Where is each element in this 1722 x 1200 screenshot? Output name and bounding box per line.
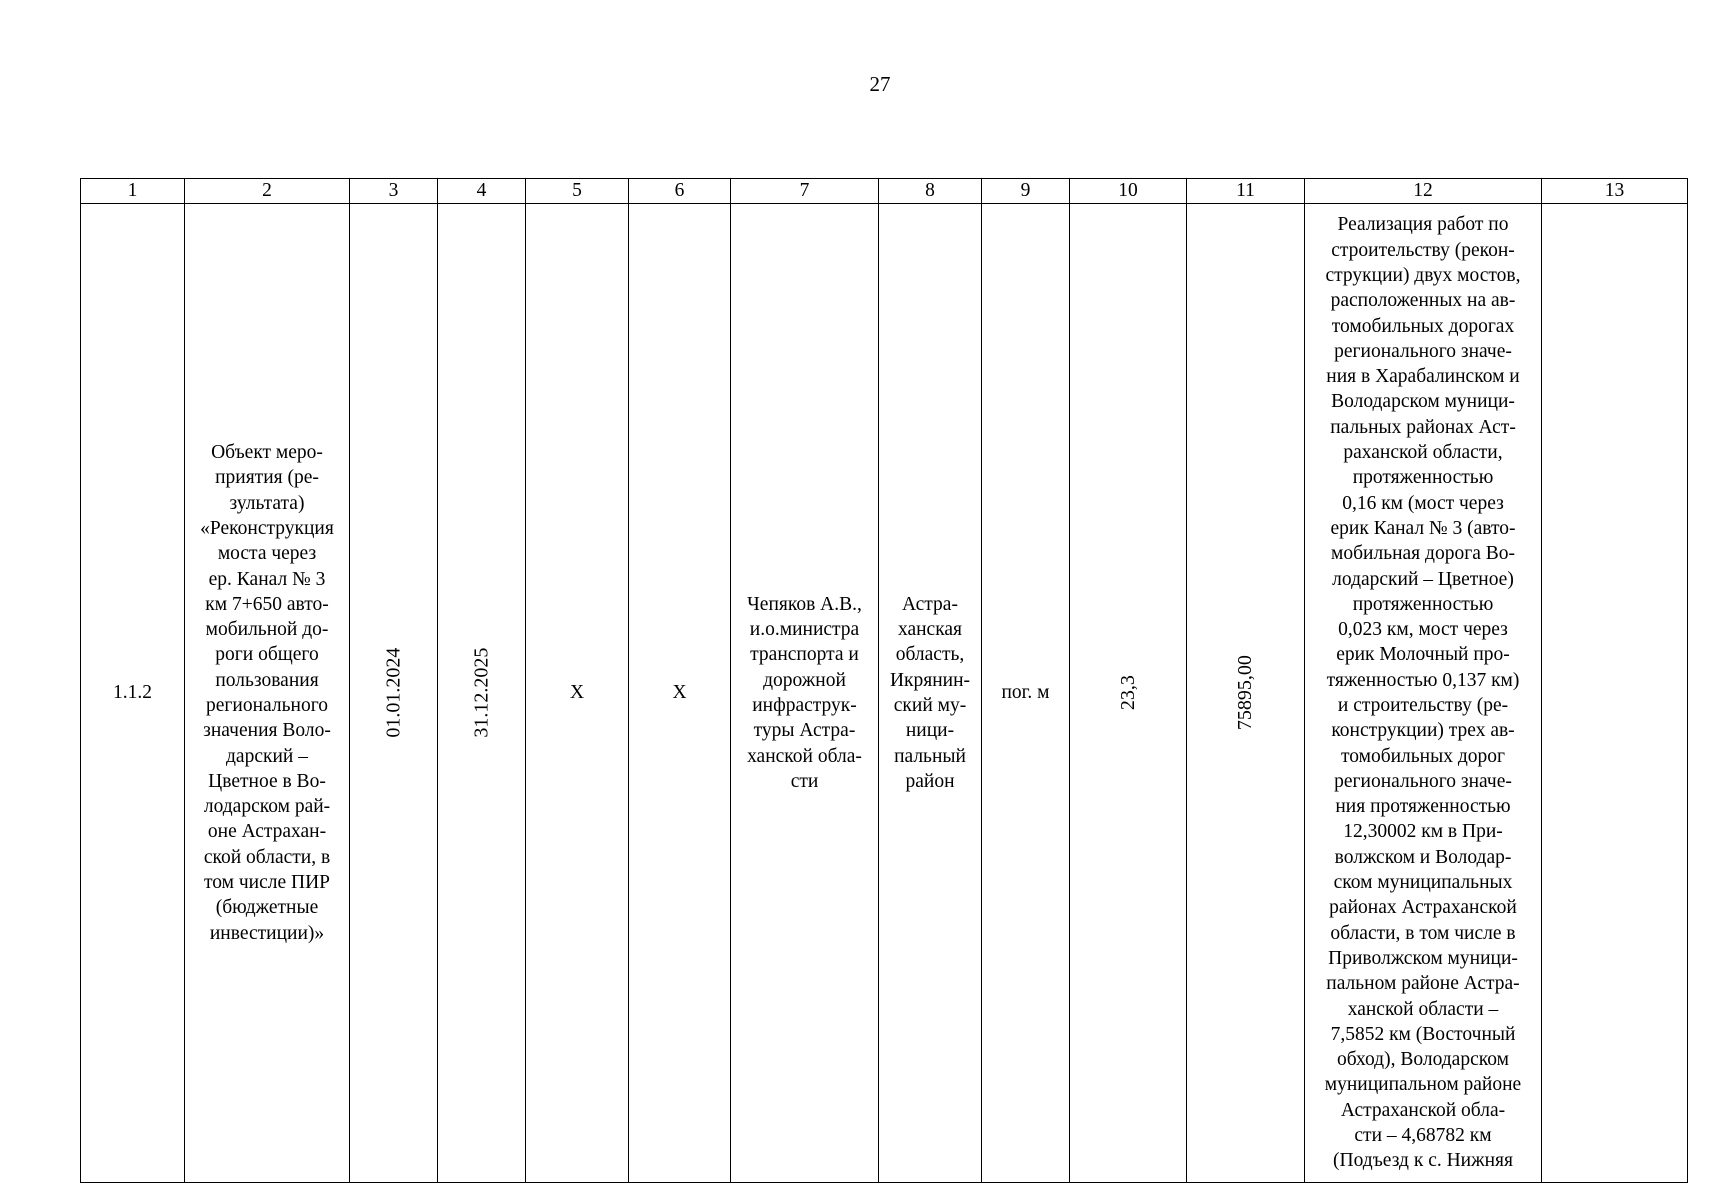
col6-cell: X [629, 204, 731, 1183]
header-cell: 2 [185, 179, 350, 204]
start-date-cell [350, 204, 438, 1183]
data-table [80, 178, 1688, 1183]
header-cell: 10 [1070, 179, 1187, 204]
header-cell: 11 [1187, 179, 1305, 204]
header-cell: 7 [731, 179, 879, 204]
end-date-cell [438, 204, 526, 1183]
header-cell: 1 [81, 179, 185, 204]
header-cell: 13 [1542, 179, 1688, 204]
end-date-text: 31.12.2025 [469, 647, 492, 738]
header-cell: 4 [438, 179, 526, 204]
amount-text: 75895,00 [1233, 655, 1256, 731]
table-row [81, 204, 1688, 1183]
header-row [81, 179, 1688, 204]
page-number: 27 [869, 72, 891, 96]
header-cell: 8 [879, 179, 982, 204]
start-date-text: 01.01.2024 [381, 647, 404, 738]
object-description-cell: Объект меро- приятия (ре- зультата) «Реконструкция моста через ер. Канал № 3 км 7+650 авто- мобильной до- роги общего пользования регионального значения Воло- дарский – Цветное в Во- лодарском рай- оне Астрахан- ской области, в том числе ПИР (бюджетные инвестиции)» [185, 204, 350, 1183]
result-description-cell: Реализация работ по строительству (рекон- струкции) двух мостов, расположенных на ав- томобильных дорогах регионального значе- ния в Харабалинском и Володарском муници- пальных районах Аст- раханской области, протяженностью 0,16 км (мост через ерик Канал № 3 (авто- мобильная дорога Во- лодарский – Цветное) протяженностью 0,023 км, мост через ерик Молочный про- тяженностью 0,137 км) и строительству (ре- конструкции) трех ав- томобильных дорог регионального значе- ния протяженностью 12,30002 км в При- волжском и Володар- ском муниципальных районах Астраханской области, в том числе в Приволжском муници- пальном районе Астра- ханской области – 7,5852 км (Восточный обход), Володарском муниципальном районе Астраханской обла- сти – 4,68782 км (Подъезд к с. Нижняя [1305, 204, 1542, 1183]
col13-cell [1542, 204, 1688, 1183]
value-cell [1070, 204, 1187, 1183]
value-text: 23,3 [1116, 675, 1139, 711]
responsible-person-cell: Чепяков А.В., и.о.министра транспорта и дорожной инфраструк- туры Астра- ханской обла- сти [731, 204, 879, 1183]
header-cell: 12 [1305, 179, 1542, 204]
header-cell: 6 [629, 179, 731, 204]
header-cell: 9 [982, 179, 1070, 204]
amount-cell [1187, 204, 1305, 1183]
location-cell: Астра- ханская область, Икрянин- ский му- ници- пальный район [879, 204, 982, 1183]
header-cell: 3 [350, 179, 438, 204]
header-cell: 5 [526, 179, 629, 204]
col5-cell: X [526, 204, 629, 1183]
row-number-cell: 1.1.2 [81, 204, 185, 1183]
unit-cell: пог. м [982, 204, 1070, 1183]
